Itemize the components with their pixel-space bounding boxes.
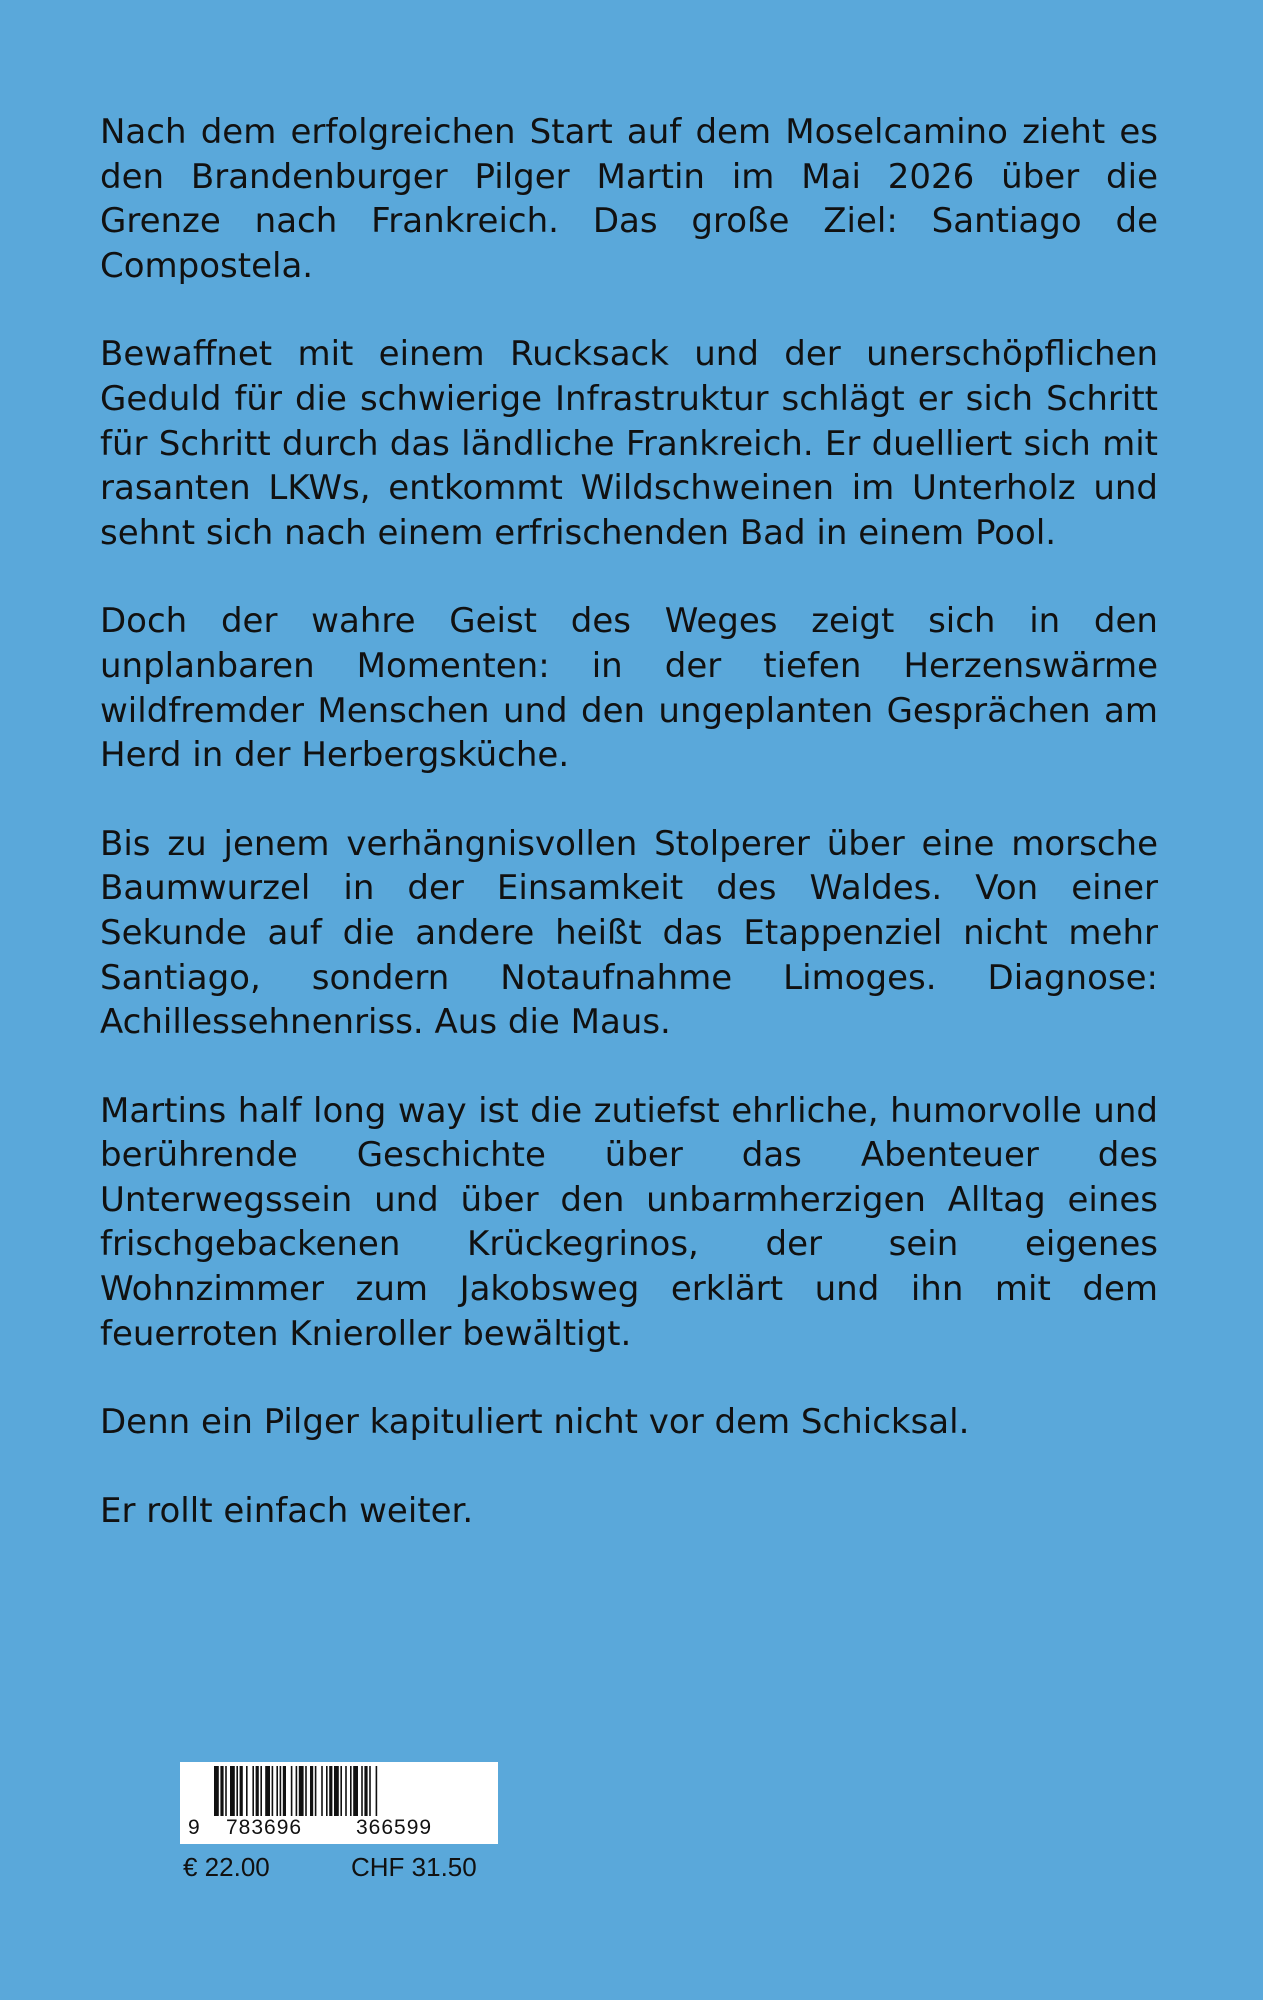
price-chf: CHF 31.50 bbox=[351, 1852, 477, 1882]
blurb-paragraph-2: Bewaffnet mit einem Rucksack und der unerschöpflichen Geduld für die schwierige Infrastruktur schlägt er sich Schritt für Schritt durch das ländliche Frankreich. Er duelliert sich mit rasanten LKWs, entkommt Wildschweinen im Unterholz und sehnt sich nach einem erfrischenden Bad in einem Pool. bbox=[100, 334, 1158, 553]
barcode-bar bbox=[296, 1766, 298, 1816]
barcode-bar bbox=[283, 1766, 286, 1816]
blurb-paragraph-3: Doch der wahre Geist des Weges zeigt sich in den unplanbaren Momenten: in der tiefen Herzenswärme wildfremder Menschen und den ungeplanten Gesprächen am Herd in der Herbergsküche. bbox=[100, 601, 1158, 776]
barcode-bar bbox=[305, 1766, 307, 1816]
barcode-bar bbox=[340, 1766, 342, 1816]
barcode-bar bbox=[321, 1766, 323, 1816]
blurb-paragraph-1: Nach dem erfolgreichen Start auf dem Moselcamino zieht es den Brandenburger Pilger Martin im Mai 2026 über die Grenze nach Frankreich. Das große Ziel: Santiago de Compostela. bbox=[100, 112, 1158, 286]
barcode-bar bbox=[350, 1766, 352, 1816]
price-eur: € 22.00 bbox=[183, 1852, 270, 1882]
barcode-bar bbox=[334, 1766, 339, 1816]
barcode-bar bbox=[276, 1766, 278, 1816]
barcode-bar bbox=[214, 1766, 219, 1816]
barcode-bar bbox=[361, 1766, 363, 1816]
barcode-bar bbox=[329, 1766, 332, 1816]
barcode-bar bbox=[310, 1766, 313, 1816]
blurb-paragraph-5: Martins half long way ist die zutiefst ehrliche, humorvolle und berührende Geschichte über das Abenteuer des Unterwegssein und über den unbarmherzigen Alltag eines frischgebackenen Krückegrinos, der sein eigenes Wohnzimmer zum Jakobsweg erklärt und ihn mit dem feuerroten Knieroller bewältigt. bbox=[100, 1090, 1158, 1354]
barcode-bar bbox=[353, 1766, 358, 1816]
blurb-text bbox=[100, 110, 1158, 1577]
barcode-bar bbox=[326, 1766, 328, 1816]
barcode-bar bbox=[230, 1766, 235, 1816]
barcode-bar bbox=[299, 1766, 304, 1816]
barcode-bars bbox=[180, 1762, 498, 1818]
blurb-paragraph-7: Er rollt einfach weiter. bbox=[100, 1490, 474, 1531]
barcode-bar bbox=[369, 1766, 371, 1816]
price-line bbox=[183, 1848, 503, 1888]
barcode-bar bbox=[315, 1766, 317, 1816]
blurb-paragraph-6: Denn ein Pilger kapituliert nicht vor dem Schicksal. bbox=[100, 1402, 970, 1443]
isbn-lead-digit: 9 bbox=[188, 1816, 201, 1839]
isbn-left-digits: 783696 bbox=[226, 1816, 303, 1839]
barcode-bar bbox=[220, 1766, 223, 1816]
barcode-bar bbox=[256, 1766, 259, 1816]
blurb-paragraph-4: Bis zu jenem verhängnisvollen Stolperer über eine morsche Baumwurzel in der Einsamkeit des Waldes. Von einer Sekunde auf die andere heißt das Etappenziel nicht mehr Santiago, sondern Notaufnahme Limoges. Diagnose: Achillessehnenriss. Aus die Maus. bbox=[100, 823, 1158, 1043]
barcode-bar bbox=[236, 1766, 238, 1816]
barcode-bar bbox=[291, 1766, 293, 1816]
barcode-bar bbox=[364, 1766, 367, 1816]
barcode-bar bbox=[240, 1766, 243, 1816]
isbn-right-digits: 366599 bbox=[356, 1816, 433, 1839]
barcode-bar bbox=[265, 1766, 270, 1816]
barcode-bar bbox=[376, 1766, 378, 1816]
isbn-barcode bbox=[180, 1762, 498, 1844]
barcode-bar bbox=[252, 1766, 254, 1816]
barcode-bar bbox=[225, 1766, 227, 1816]
barcode-bar bbox=[260, 1766, 262, 1816]
barcode-bar bbox=[246, 1766, 248, 1816]
barcode-bar bbox=[280, 1766, 282, 1816]
barcode-bar bbox=[272, 1766, 274, 1816]
isbn-number bbox=[180, 1814, 498, 1842]
barcode-bar bbox=[345, 1766, 347, 1816]
